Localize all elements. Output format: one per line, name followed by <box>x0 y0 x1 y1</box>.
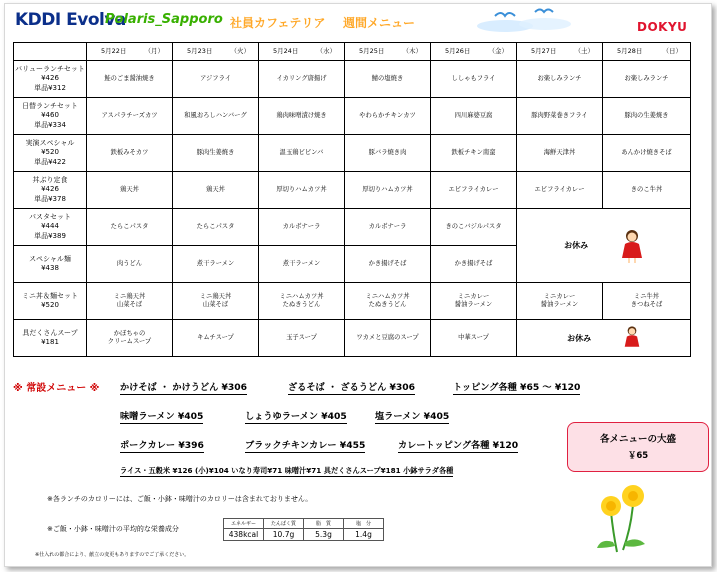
calorie-note: ※各ランチのカロリーには、ご飯・小鉢・味噌汁のカロリーは含まれておりません。 <box>47 495 313 503</box>
menu-cell: 鶏天丼 <box>87 172 173 209</box>
menu-cell: ミニ牛丼 きつねそば <box>603 283 691 320</box>
kddi-evolva-logo: KDDI Evolva <box>15 10 126 30</box>
day-header: 5月24日 （水） <box>259 43 345 61</box>
nutrition-header: たんぱく質 <box>264 519 304 529</box>
menu-cell: 煮干ラーメン <box>259 246 345 283</box>
nutrition-header: エネルギー <box>224 519 264 529</box>
menu-cell: 鮭のごま醤油焼き <box>87 61 173 98</box>
menu-cell: ミニハムカツ丼 たぬきうどん <box>345 283 431 320</box>
menu-cell: アスパラチーズカツ <box>87 98 173 135</box>
nutrition-value: 10.7g <box>264 529 304 541</box>
regular-item: ざるそば ・ ざるうどん ¥306 <box>288 379 415 395</box>
menu-cell: きのこ牛丼 <box>603 172 691 209</box>
menu-cell: 鉄板みそカツ <box>87 135 173 172</box>
menu-cell: 中華スープ <box>431 320 517 357</box>
menu-cell: ミニカレー 醤油ラーメン <box>431 283 517 320</box>
menu-cell: お楽しみランチ <box>517 61 603 98</box>
nutrition-table <box>223 518 384 541</box>
regular-item: カレートッピング各種 ¥120 <box>398 437 518 453</box>
regular-item: 味噌ラーメン ¥405 <box>120 408 203 424</box>
regular-menu-title: ※ 常設メニュー ※ <box>13 383 100 394</box>
menu-cell: 豚肉野菜巻きフライ <box>517 98 603 135</box>
day-header: 5月27日 （土） <box>517 43 603 61</box>
menu-cell: カルボナーラ <box>345 209 431 246</box>
menu-cell: アジフライ <box>173 61 259 98</box>
menu-cell: 温玉鶏ビビンバ <box>259 135 345 172</box>
menu-cell: かぼちゃの クリームスープ <box>87 320 173 357</box>
large-serving-title: 各メニューの大盛 <box>599 434 676 445</box>
footnote: ※仕入れの都合により、献立の変更もありますのでご了承ください。 <box>35 552 190 558</box>
large-serving-price: ￥65 <box>627 451 649 461</box>
menu-cell: ミニハムカツ丼 たぬきうどん <box>259 283 345 320</box>
birds-icon <box>475 6 575 32</box>
menu-cell: ししゃもフライ <box>431 61 517 98</box>
menu-cell: あんかけ焼きそば <box>603 135 691 172</box>
menu-cell: カルボナーラ <box>259 209 345 246</box>
menu-cell: 煮干ラーメン <box>173 246 259 283</box>
regular-item: ブラックチキンカレー ¥455 <box>245 437 365 453</box>
nutrition-label: ※ご飯・小鉢・味噌汁の平均的な栄養成分 <box>47 525 179 533</box>
nutrition-header: 脂 質 <box>304 519 344 529</box>
nutrition-value: 438kcal <box>224 529 264 541</box>
category-cell: ミニ丼＆麺セット ¥520 <box>14 283 87 320</box>
girl-illustration-icon <box>624 324 640 352</box>
menu-cell: エビフライカレー <box>431 172 517 209</box>
category-cell: パスタセット ¥444 単品¥389 <box>14 209 87 246</box>
menu-cell: 海鮮天津丼 <box>517 135 603 172</box>
menu-cell: 鯖の塩焼き <box>345 61 431 98</box>
menu-cell: ミニ鶏天丼 山菜そば <box>173 283 259 320</box>
day-header: 5月28日 （日） <box>603 43 691 61</box>
category-cell: 日替ランチセット ¥460 単品¥334 <box>14 98 87 135</box>
day-header: 5月25日 （木） <box>345 43 431 61</box>
menu-cell: たらこパスタ <box>173 209 259 246</box>
regular-item: トッピング各種 ¥65 〜 ¥120 <box>453 379 580 395</box>
menu-cell: ミニ鶏天丼 山菜そば <box>87 283 173 320</box>
category-cell: 実演スペシャル ¥520 単品¥422 <box>14 135 87 172</box>
menu-cell: 和風おろしハンバーグ <box>173 98 259 135</box>
menu-cell: 厚切りハムカツ丼 <box>345 172 431 209</box>
menu-cell: キムチスープ <box>173 320 259 357</box>
weekly-menu-table <box>13 42 691 357</box>
holiday-cell <box>517 320 691 357</box>
category-cell: 具だくさんスープ ¥181 <box>14 320 87 357</box>
nutrition-value: 1.4g <box>344 529 384 541</box>
menu-cell: 厚切りハムカツ丼 <box>259 172 345 209</box>
side-dishes-line: ライス・五穀米 ¥126 (小)¥104 いなり寿司¥71 味噌汁¥71 具だくさんスープ¥181 小鉢サラダ各種 <box>120 466 454 475</box>
menu-cell: たらこパスタ <box>87 209 173 246</box>
day-header: 5月22日 （月） <box>87 43 173 61</box>
nutrition-value: 5.3g <box>304 529 344 541</box>
polaris-sapporo-logo: Polaris_Sapporo <box>105 12 223 27</box>
menu-cell: お楽しみランチ <box>603 61 691 98</box>
menu-cell: きのこバジルパスタ <box>431 209 517 246</box>
category-cell: スペシャル麺 ¥438 <box>14 246 87 283</box>
holiday-cell <box>517 209 691 283</box>
menu-cell: かき揚げそば <box>431 246 517 283</box>
menu-cell: 鉄板チキン南蛮 <box>431 135 517 172</box>
category-cell: 丼ぶり定食 ¥426 単品¥378 <box>14 172 87 209</box>
menu-cell: 鶏天丼 <box>173 172 259 209</box>
menu-cell: 肉うどん <box>87 246 173 283</box>
day-header: 5月26日 （金） <box>431 43 517 61</box>
corner-cell <box>14 43 87 61</box>
menu-cell: ワカメと豆腐のスープ <box>345 320 431 357</box>
day-header: 5月23日 （火） <box>173 43 259 61</box>
large-serving-box <box>567 422 709 472</box>
nutrition-header: 塩 分 <box>344 519 384 529</box>
menu-cell: かき揚げそば <box>345 246 431 283</box>
weekly-menu-title: 週間メニュー <box>343 16 416 30</box>
menu-cell: やわらかチキンカツ <box>345 98 431 135</box>
dokyu-logo: DOKYU <box>637 20 688 34</box>
regular-item: しょうゆラーメン ¥405 <box>245 408 347 424</box>
regular-item: かけそば ・ かけうどん ¥306 <box>120 379 247 395</box>
regular-item: ポークカレー ¥396 <box>120 437 204 453</box>
menu-cell: イカリング唐揚げ <box>259 61 345 98</box>
menu-cell: 豚バラ焼き肉 <box>345 135 431 172</box>
menu-cell: 玉子スープ <box>259 320 345 357</box>
menu-cell: 豚肉の生姜焼き <box>603 98 691 135</box>
menu-cell: 四川麻婆豆腐 <box>431 98 517 135</box>
dandelion-flowers-icon <box>593 482 653 554</box>
menu-cell: 鶏肉味噌漬け焼き <box>259 98 345 135</box>
menu-page <box>4 3 712 567</box>
regular-item: 塩ラーメン ¥405 <box>375 408 449 424</box>
category-cell: バリューランチセット ¥426 単品¥312 <box>14 61 87 98</box>
holiday-label: お休み <box>567 333 592 343</box>
menu-cell: ミニカレー 醤油ラーメン <box>517 283 603 320</box>
girl-illustration-icon <box>621 228 643 264</box>
holiday-label: お休み <box>564 241 589 250</box>
menu-cell: 豚肉生姜焼き <box>173 135 259 172</box>
cafeteria-title: 社員カフェテリア <box>230 16 326 30</box>
menu-cell: エビフライカレー <box>517 172 603 209</box>
